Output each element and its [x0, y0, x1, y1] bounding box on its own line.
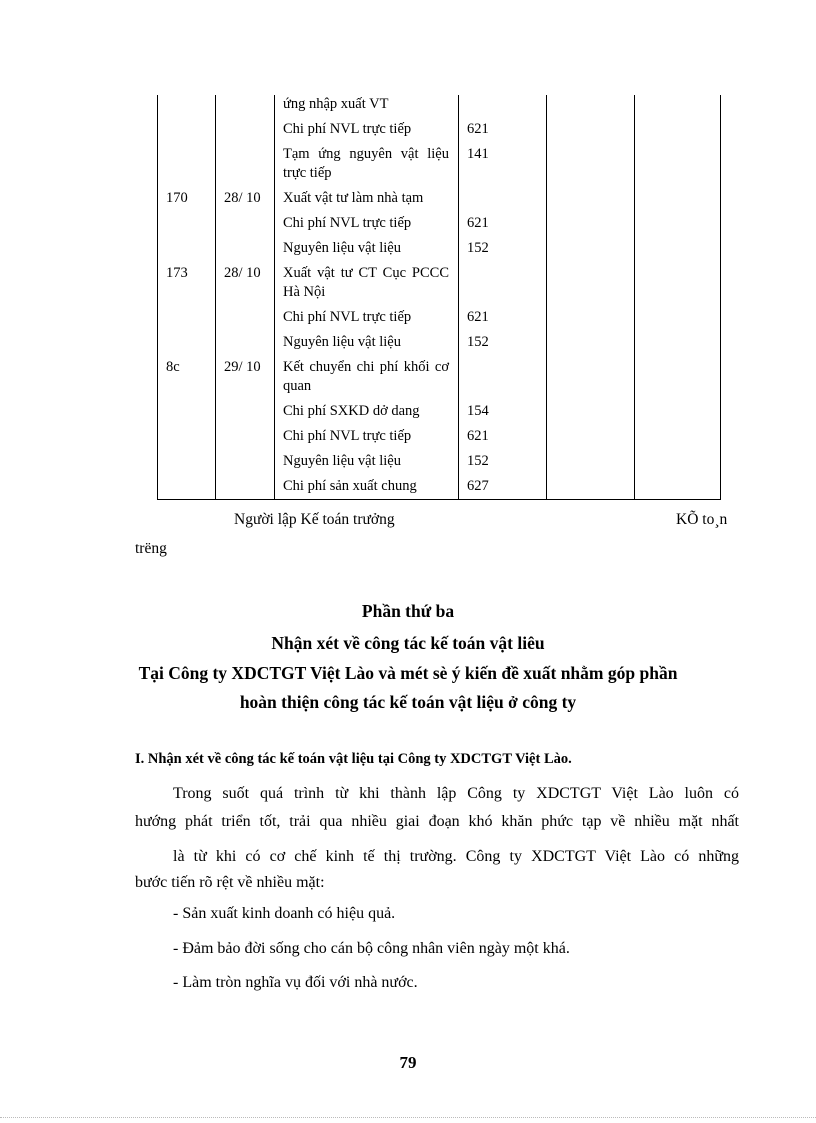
credit-amount-cell [635, 474, 721, 500]
entry-date-cell [216, 211, 275, 236]
page-number: 79 [399, 1053, 417, 1072]
credit-amount-cell [635, 330, 721, 355]
chapter-subtitle-line-2: hoàn thiện công tác kế toán vật liệu ở công ty [239, 692, 577, 712]
entry-date-cell: 29/ 10 [216, 355, 275, 399]
description-cell: Chi phí NVL trực tiếp [275, 211, 459, 236]
paragraph-2-line-1: là từ khi có cơ chế kinh tế thị trường. Công ty XDCTGT Việt Lào có những [173, 848, 739, 865]
account-code-cell [459, 355, 547, 399]
table-row [158, 211, 721, 236]
entry-date-cell [216, 399, 275, 424]
entry-number-cell: 8c [158, 355, 216, 399]
description-cell: Nguyên liệu vật liệu [275, 236, 459, 261]
debit-amount-cell [547, 424, 635, 449]
table-row [158, 95, 721, 117]
description-cell: Tạm ứng nguyên vật liệu trực tiếp [275, 142, 459, 186]
credit-amount-cell [635, 236, 721, 261]
entry-number-cell [158, 474, 216, 500]
table-row [158, 305, 721, 330]
description-cell: Chi phí NVL trực tiếp [275, 305, 459, 330]
table-row [158, 424, 721, 449]
credit-amount-cell [635, 117, 721, 142]
debit-amount-cell [547, 355, 635, 399]
description-cell: Xuất vật tư CT Cục PCCC Hà Nội [275, 261, 459, 305]
entry-date-cell [216, 305, 275, 330]
entry-date-cell [216, 449, 275, 474]
paragraph-2-line-2: bước tiến rõ rệt về nhiều mặt: [135, 874, 325, 891]
signer-right-label: KÕ to¸n [676, 511, 728, 528]
credit-amount-cell [635, 355, 721, 399]
entry-number-cell [158, 117, 216, 142]
debit-amount-cell [547, 474, 635, 500]
table-row [158, 261, 721, 305]
entry-number-cell [158, 236, 216, 261]
entry-date-cell [216, 236, 275, 261]
table-row [158, 236, 721, 261]
table-row [158, 399, 721, 424]
account-code-cell [459, 95, 547, 117]
paragraph-1-line-1: Trong suốt quá trình từ khi thành lập Công ty XDCTGT Việt Lào luôn có [173, 785, 739, 802]
description-cell: Nguyên liệu vật liệu [275, 330, 459, 355]
debit-amount-cell [547, 211, 635, 236]
bullet-item: - Sản xuất kinh doanh có hiệu quả. [173, 905, 396, 922]
debit-amount-cell [547, 261, 635, 305]
debit-amount-cell [547, 186, 635, 211]
debit-amount-cell [547, 449, 635, 474]
account-code-cell: 152 [459, 330, 547, 355]
entry-number-cell [158, 95, 216, 117]
debit-amount-cell [547, 236, 635, 261]
entry-number-cell [158, 330, 216, 355]
table-row [158, 474, 721, 500]
credit-amount-cell [635, 424, 721, 449]
debit-amount-cell [547, 95, 635, 117]
entry-date-cell [216, 424, 275, 449]
signer-wrap-text: trëng [135, 540, 167, 557]
entry-date-cell [216, 330, 275, 355]
credit-amount-cell [635, 449, 721, 474]
entry-number-cell: 170 [158, 186, 216, 211]
paragraph-1-line-2: hướng phát triển tốt, trải qua nhiều giai đoạn khó khăn phức tạp về nhiều mặt nhất [135, 813, 739, 830]
description-cell: ứng nhập xuất VT [275, 95, 459, 117]
table-row [158, 117, 721, 142]
debit-amount-cell [547, 330, 635, 355]
credit-amount-cell [635, 399, 721, 424]
part-heading: Phần thứ ba [361, 601, 455, 621]
credit-amount-cell [635, 305, 721, 330]
ledger-table [157, 95, 721, 500]
account-code-cell: 621 [459, 424, 547, 449]
debit-amount-cell [547, 399, 635, 424]
entry-number-cell [158, 211, 216, 236]
bullet-item: - Đảm bảo đời sống cho cán bộ công nhân viên ngày một khá. [173, 940, 570, 957]
section-heading: I. Nhận xét về công tác kế toán vật liệu tại Công ty XDCTGT Việt Lào. [135, 751, 572, 767]
entry-number-cell [158, 399, 216, 424]
credit-amount-cell [635, 186, 721, 211]
entry-date-cell [216, 95, 275, 117]
account-code-cell: 141 [459, 142, 547, 186]
account-code-cell: 621 [459, 117, 547, 142]
table-row [158, 186, 721, 211]
table-row [158, 330, 721, 355]
debit-amount-cell [547, 305, 635, 330]
entry-number-cell [158, 142, 216, 186]
account-code-cell [459, 186, 547, 211]
credit-amount-cell [635, 211, 721, 236]
account-code-cell: 627 [459, 474, 547, 500]
account-code-cell: 154 [459, 399, 547, 424]
table-row [158, 449, 721, 474]
debit-amount-cell [547, 142, 635, 186]
account-code-cell [459, 261, 547, 305]
description-cell: Chi phí SXKD dở dang [275, 399, 459, 424]
account-code-cell: 152 [459, 236, 547, 261]
description-cell: Chi phí NVL trực tiếp [275, 117, 459, 142]
entry-date-cell [216, 117, 275, 142]
account-code-cell: 152 [459, 449, 547, 474]
entry-number-cell: 173 [158, 261, 216, 305]
bottom-divider [0, 1117, 816, 1118]
account-code-cell: 621 [459, 305, 547, 330]
signer-left-label: Người lập Kế toán trưởng [234, 511, 395, 528]
credit-amount-cell [635, 142, 721, 186]
entry-date-cell: 28/ 10 [216, 186, 275, 211]
entry-date-cell: 28/ 10 [216, 261, 275, 305]
description-cell: Kết chuyển chi phí khối cơ quan [275, 355, 459, 399]
description-cell: Chi phí sản xuất chung [275, 474, 459, 500]
table-row [158, 142, 721, 186]
chapter-title: Nhận xét về công tác kế toán vật liêu [271, 633, 545, 653]
debit-amount-cell [547, 117, 635, 142]
description-cell: Chi phí NVL trực tiếp [275, 424, 459, 449]
chapter-subtitle-line-1: Tại Công ty XDCTGT Việt Lào và mét sè ý kiến đề xuất nhằm góp phần [138, 663, 678, 683]
entry-date-cell [216, 474, 275, 500]
credit-amount-cell [635, 261, 721, 305]
credit-amount-cell [635, 95, 721, 117]
entry-number-cell [158, 449, 216, 474]
table-row [158, 355, 721, 399]
description-cell: Nguyên liệu vật liệu [275, 449, 459, 474]
description-cell: Xuất vật tư làm nhà tạm [275, 186, 459, 211]
entry-number-cell [158, 305, 216, 330]
entry-number-cell [158, 424, 216, 449]
entry-date-cell [216, 142, 275, 186]
account-code-cell: 621 [459, 211, 547, 236]
bullet-item: - Làm tròn nghĩa vụ đối với nhà nước. [173, 974, 418, 991]
